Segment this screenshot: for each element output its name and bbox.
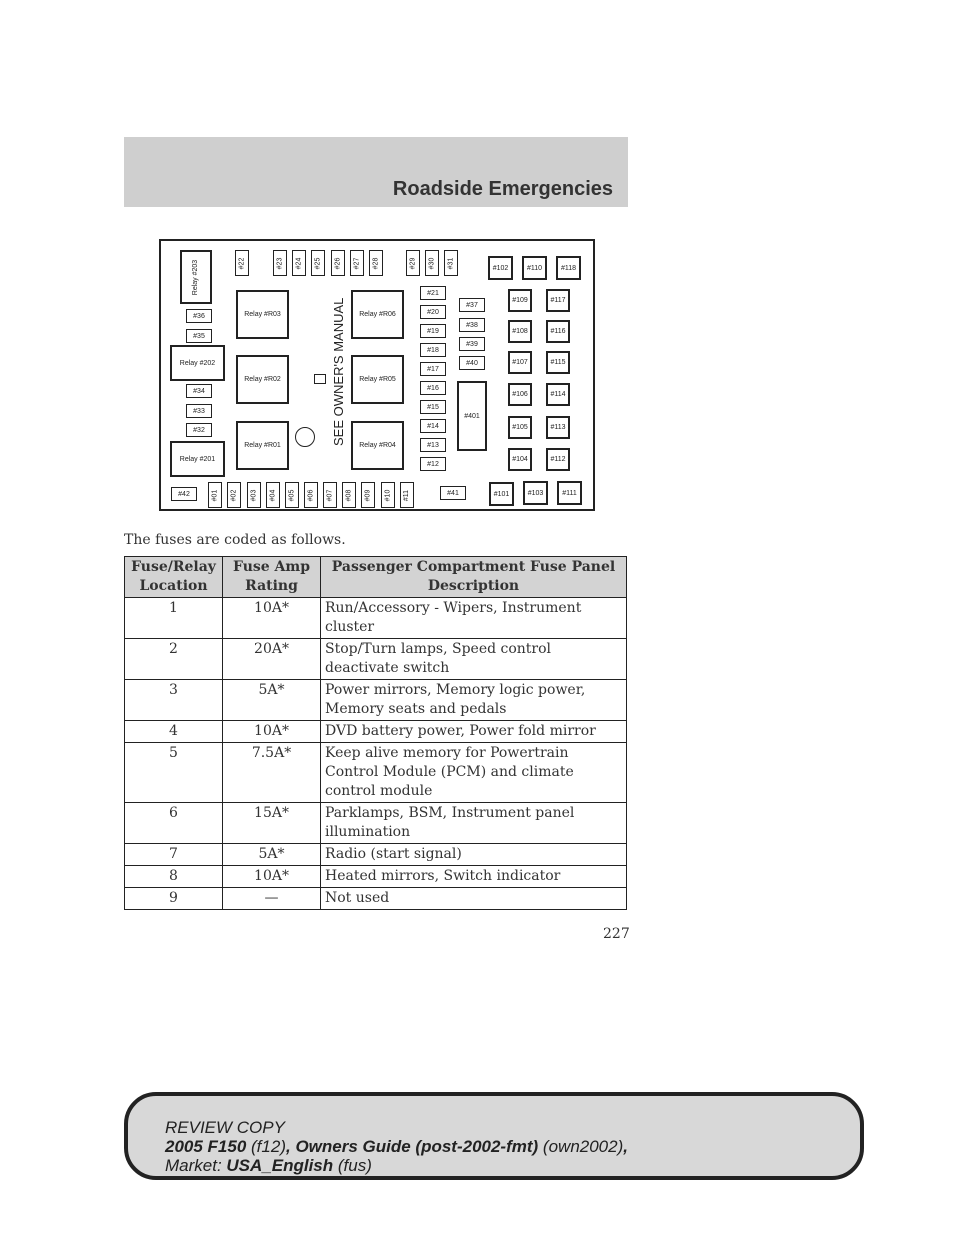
- fuse-23: #23: [273, 250, 287, 276]
- fuse-17: #17: [420, 362, 446, 376]
- fuse-37: #37: [459, 298, 485, 312]
- rating-cell: 10A*: [223, 866, 321, 888]
- fuse-36: #36: [186, 309, 212, 323]
- location-cell: 8: [125, 866, 223, 888]
- fuse-42: #42: [171, 487, 197, 501]
- fuse-103: #103: [523, 481, 548, 505]
- column-header-description: Passenger Compartment Fuse Panel Description: [321, 557, 627, 598]
- location-cell: 5: [125, 743, 223, 803]
- fuse-101: #101: [489, 482, 514, 506]
- model-name: 2005 F150: [165, 1137, 247, 1156]
- separator: ,: [285, 1137, 296, 1156]
- fuse-114: #114: [546, 383, 570, 406]
- fuse-40: #40: [459, 356, 485, 370]
- rating-cell: 5A*: [223, 844, 321, 866]
- model-code: (f12): [246, 1137, 286, 1156]
- intro-text: The fuses are coded as follows.: [124, 532, 346, 548]
- table-row: [125, 888, 627, 910]
- fuse-115: #115: [546, 351, 570, 374]
- section-title: Roadside Emergencies: [392, 178, 613, 200]
- fuse-111: #111: [557, 481, 582, 505]
- section-header-band: [124, 137, 628, 207]
- separator: ,: [623, 1137, 628, 1156]
- fuse-04: #04: [266, 482, 280, 508]
- fuse-30: #30: [425, 250, 439, 276]
- description-cell: Power mirrors, Memory logic power, Memory seats and pedals: [321, 680, 627, 721]
- fuse-11: #11: [400, 482, 414, 508]
- lock-icon: [295, 427, 315, 447]
- column-header-rating: Fuse Amp Rating: [223, 557, 321, 598]
- fuse-13: #13: [420, 438, 446, 452]
- fuse-16: #16: [420, 381, 446, 395]
- rating-cell: 15A*: [223, 803, 321, 844]
- fuse-109: #109: [508, 289, 532, 312]
- fuse-32: #32: [186, 423, 212, 437]
- location-cell: 4: [125, 721, 223, 743]
- fuse-118: #118: [556, 256, 581, 280]
- fuse-06: #06: [304, 482, 318, 508]
- fuse-05: #05: [285, 482, 299, 508]
- fuse-08: #08: [342, 482, 356, 508]
- table-header-row: [125, 557, 627, 598]
- fuse-07: #07: [323, 482, 337, 508]
- fuse-41: #41: [440, 486, 466, 500]
- column-header-location: Fuse/Relay Location: [125, 557, 223, 598]
- location-cell: 3: [125, 680, 223, 721]
- fuse-01: #01: [208, 482, 222, 508]
- relay-r02: Relay #R02: [236, 355, 289, 404]
- fuse-22: #22: [235, 250, 249, 276]
- fuse-10: #10: [381, 482, 395, 508]
- table-row: [125, 680, 627, 721]
- table-row: [125, 721, 627, 743]
- fuse-12: #12: [420, 457, 446, 471]
- fuse-14: #14: [420, 419, 446, 433]
- relay-r03: Relay #R03: [236, 290, 289, 339]
- description-cell: Parklamps, BSM, Instrument panel illumination: [321, 803, 627, 844]
- description-cell: Radio (start signal): [321, 844, 627, 866]
- fuse-03: #03: [247, 482, 261, 508]
- fuse-112: #112: [546, 448, 570, 471]
- fuse-panel-diagram: [159, 239, 595, 511]
- fuse-110: #110: [522, 256, 547, 280]
- fuse-26: #26: [331, 250, 345, 276]
- fuse-102: #102: [488, 256, 513, 280]
- relay-r06: Relay #R06: [351, 290, 404, 339]
- location-cell: 2: [125, 639, 223, 680]
- fuse-116: #116: [546, 320, 570, 343]
- fuse-35: #35: [186, 329, 212, 343]
- rating-cell: 10A*: [223, 598, 321, 639]
- fuse-117: #117: [546, 289, 570, 312]
- fuse-401: #401: [457, 381, 487, 451]
- fuse-108: #108: [508, 320, 532, 343]
- fuse-105: #105: [508, 416, 532, 439]
- fuse-38: #38: [459, 318, 485, 332]
- fuse-02: #02: [227, 482, 241, 508]
- tab-icon: [314, 374, 326, 384]
- description-cell: Stop/Turn lamps, Speed control deactivate switch: [321, 639, 627, 680]
- fuse-104: #104: [508, 448, 532, 471]
- location-cell: 9: [125, 888, 223, 910]
- page-number: 227: [603, 926, 630, 942]
- relay-203: Relay #203: [180, 250, 212, 304]
- description-cell: Heated mirrors, Switch indicator: [321, 866, 627, 888]
- relay-r05: Relay #R05: [351, 355, 404, 404]
- fuse-25: #25: [311, 250, 325, 276]
- fuse-28: #28: [369, 250, 383, 276]
- location-cell: 1: [125, 598, 223, 639]
- relay-201: Relay #201: [170, 441, 225, 477]
- fuse-20: #20: [420, 305, 446, 319]
- description-cell: Not used: [321, 888, 627, 910]
- rating-cell: 5A*: [223, 680, 321, 721]
- fuse-24: #24: [292, 250, 306, 276]
- table-row: [125, 743, 627, 803]
- rating-cell: —: [223, 888, 321, 910]
- see-owners-manual-label: SEE OWNER'S MANUAL: [331, 297, 346, 446]
- fuse-106: #106: [508, 383, 532, 406]
- fuse-19: #19: [420, 324, 446, 338]
- description-cell: Keep alive memory for Powertrain Control Module (PCM) and climate control module: [321, 743, 627, 803]
- fuse-15: #15: [420, 400, 446, 414]
- rating-cell: 20A*: [223, 639, 321, 680]
- table-row: [125, 639, 627, 680]
- guide-line: [165, 1137, 628, 1156]
- relay-r01: Relay #R01: [236, 421, 289, 470]
- table-row: [125, 598, 627, 639]
- table-row: [125, 803, 627, 844]
- review-copy-text: [165, 1118, 628, 1175]
- fuse-31: #31: [444, 250, 458, 276]
- market-name: USA_English: [226, 1156, 334, 1175]
- rating-cell: 7.5A*: [223, 743, 321, 803]
- review-copy-line: REVIEW COPY: [165, 1118, 285, 1137]
- fuse-34: #34: [186, 384, 212, 398]
- fuse-table: [124, 556, 627, 910]
- table-row: [125, 844, 627, 866]
- fuse-33: #33: [186, 404, 212, 418]
- rating-cell: 10A*: [223, 721, 321, 743]
- fuse-29: #29: [406, 250, 420, 276]
- market-code: (fus): [333, 1156, 372, 1175]
- fuse-09: #09: [361, 482, 375, 508]
- market-line: [165, 1156, 628, 1175]
- description-cell: DVD battery power, Power fold mirror: [321, 721, 627, 743]
- location-cell: 6: [125, 803, 223, 844]
- fuse-18: #18: [420, 343, 446, 357]
- relay-r04: Relay #R04: [351, 421, 404, 470]
- table-row: [125, 866, 627, 888]
- market-label: Market:: [165, 1156, 227, 1175]
- fuse-113: #113: [546, 416, 570, 439]
- fuse-21: #21: [420, 286, 446, 300]
- guide-name: Owners Guide (post-2002-fmt): [295, 1137, 539, 1156]
- location-cell: 7: [125, 844, 223, 866]
- relay-202: Relay #202: [170, 345, 225, 381]
- fuse-27: #27: [350, 250, 364, 276]
- review-copy-box: [124, 1092, 864, 1180]
- description-cell: Run/Accessory - Wipers, Instrument cluster: [321, 598, 627, 639]
- guide-code: (own2002): [538, 1137, 624, 1156]
- fuse-39: #39: [459, 337, 485, 351]
- fuse-107: #107: [508, 351, 532, 374]
